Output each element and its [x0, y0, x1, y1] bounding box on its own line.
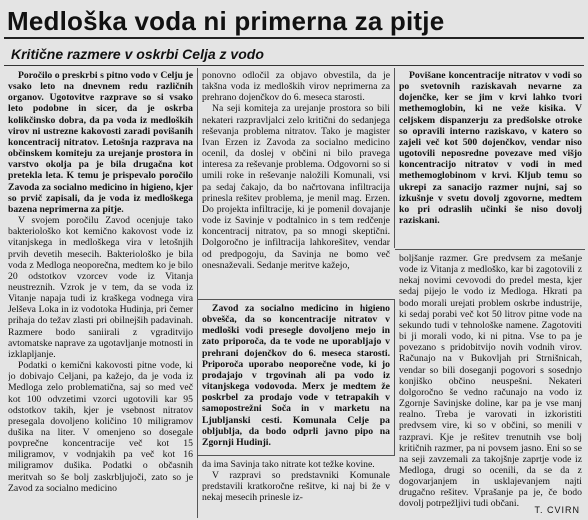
info-box-text: Zavod za socialno medicino in higieno obvešča, da so koncentracije nitratov v medloški vodi presegle dovoljeno mejo in zato priporoča, da te vode ne uporabljajo v prehrani dojenčkov do 6. meseca starosti. Priporoča uporabo neoporečne vode, ki jo prodajajo v trgovinah ali pa vodo iz vitanjskega vodovoda. Merx je medtem že poskrbel za prodajo vode v tetrapakih v samopostrežni Soča in v marketu na Ljubljanski cesti. Komunala Celje pa obljublja, da bodo odprli javno pipo na Zgornji Hudinji.: [202, 303, 390, 448]
article-column-3: [399, 253, 582, 508]
body-paragraph: ponovno odločil za objavo obvestila, da je takšna voda iz medloških virov neprimerna za prehrano dojenčkov do 6. meseca starosti.: [202, 70, 390, 104]
article-column-2: [202, 70, 390, 296]
body-paragraph: V razpravi so predstavniki Komunale predstavili kratkoročne rešitve, ki naj bi že v nekaj mesecih prinesle iz-: [202, 470, 390, 504]
article-headline: Medloška voda ni primerna za pitje: [7, 6, 445, 36]
info-box-border: [197, 299, 395, 300]
sidebar-text: Povišane koncentracije nitratov v vodi so po svetovnih raziskavah nevarne za dojenčke, ker se jim v krvi lahko tvori methemoglobin, ki ne veže kisika. V celjskem dispanzerju za predšolske otroke so opravili interno raziskavo, v katero so zajeli več kot 500 dojenčkov, vendar niso ugotovili neposredne povezave med višjo koncentracijo nitratov v vodi in med methemoglobinom v krvi. Kljub temu so ukrepi za sanacijo razmer nujni, saj so izkušnje v svetu dovolj zgovorne, medtem ko pri odraslih učinki še niso dovolj raziskani.: [399, 70, 582, 227]
body-paragraph: boljšanje razmer. Gre predvsem za mešanje vode iz Vitanja z medloško, kar bi zagotovili z nekaj novimi cevovodi do predel mesta, kjer sedaj pijejo le vodo iz Medloga. Hkrati pa bodo morali urejati problem oskrbe industrije, ki sedaj porabi več kot 50 litrov pitne vode na sekundo tudi v tehnološke namene. Zagotoviti bi ji morali vodo, ki ni pitna. Vse to pa je povezano s pridobitvijo novih vodnih virov. Računajo na v Bukovljah pri Strnišnicah, vendar so bili doseganji pogovori s sosednjo konjiško občino neuspešni. Nekateri dolgoročno še vedno računajo na vodo iz Zgornje Savinjske doline, kar pa je vse manj realno. Treba je varovati in izkoristiti predvsem vire, ki so v občini, so menili v razpravi. Kje je rešitev trenutnih vse bolj kritičnih razmer, pa ni povsem jasno. Eni so se na seji zavzemali za takojšnje zaprtje vode iz Medloga, drugi so ocenili, da se da z dogovarjanjem in usklajevanjem najti drugačno rešitev. Vprašanje pa je, če bodo dovolj potrpežljivi tudi občani.: [399, 253, 582, 508]
body-paragraph: da ima Savinja tako nitrate kot težke kovine.: [202, 459, 375, 470]
body-paragraph: Podatki o kemični kakovosti pitne vode, ki jo dobivajo Celjani, pa kažejo, da je voda iz Medloga zelo problematična, saj so med več kot 100 odvzetimi vzorci ugotovili kar 95 odstotkov takih, kjer je vsebnost nitratov presegala dovoljeno količino 10 miligramov dušika na liter. V omenjeno so dosegale povprečne koncentracije več kot 15 miligramov, v vodnjakih pa več kot 16 miligramov dušika. Podatki o občasnih meritvah so še bolj zaskrbljujoči, zato so je Zavod za socialno medicino: [8, 360, 193, 494]
headline-rule: [4, 37, 584, 39]
column-divider: [197, 68, 198, 518]
body-paragraph: V svojem poročilu Zavod ocenjuje tako bakteriološko kot kemično kakovost vode iz vitanjskega in medloškega vira v letošnjih prvih devetih mesecih. Bakteriološko je bila voda z Medloga neoporečna, medtem ko je bilo 20 odstotkov vzorcev vode iz Vitanja neustreznih. Vzrok je v tem, da se voda iz Vitanje napaja tudi iz kraškega vodnega vira Jelševa Loka in iz vodotoka Hudinja, pri čemer prihaja do težav zlasti pri obilnejših padavinah. Razmere bodo saniirali z vgraditvijo avtomatske naprave za ugotavljanje motnosti in izklapljanje.: [8, 215, 193, 360]
sidebar-box: [399, 70, 582, 248]
lead-paragraph: Poročilo o preskrbi s pitno vodo v Celju je vsako leto na dnevnem redu različnih organov. Ugotovitve razprave so si vsako leto podobne in sicer, da je oskrba kolikčinsko dobra, da pa voda iz medloških virov ni ustrezne kakovosti zaradi povišanih koncentracij nitratov. Letošnja razprava na občinskem komiteju za urejanje prostora in varstvo okolja pa je bila drugačna kot pretekla leta. K temu je prispevalo poročilo Zavoda za socialno medicino in higieno, kjer so prvič zapisali, da je voda iz medloškega bazena neprimerna za pitje.: [8, 70, 193, 215]
info-box-border: [394, 299, 395, 455]
info-box: [202, 303, 390, 453]
body-paragraph: Na seji komiteja za urejanje prostora so bili nekateri razpravljalci zelo kritični do sedanjega reševanja problema nitratov. Tako je magister Ivan Erzen iz Zavoda za socialno medicino ocenil, da doslej v občini ni bilo pravega interesa za reševanje problema. Odgovorni so si umili roke in reševanje naložili Komunali, vsi pa sedaj čakajo, da bo načrtovana infiltracija prinesla rešitev problema, je menil mag. Erzen. Do projekta infiltracije, ki je pomenil dovajanje vode iz Savinje v podtalnico in s tem redčenje koncentracij nitratov, pa so mnogi skeptični. Dolgoročno je infiltracija lahkorešitev, vendar od predpogoju, da Savinja ne bomo več onesnaževali. Sedanje meritve kažejo,: [202, 103, 390, 271]
article-column-2-bottom: [202, 459, 390, 518]
article-subheadline: Kritične razmere v oskrbi Celja z vodo: [11, 46, 264, 62]
author-signature: T. CVIRN: [534, 505, 580, 515]
info-box-border: [197, 455, 395, 456]
subheadline-rule: [4, 65, 584, 66]
article-column-1: [8, 70, 193, 518]
sidebar-box-border: [395, 249, 585, 250]
column-divider: [394, 68, 395, 248]
